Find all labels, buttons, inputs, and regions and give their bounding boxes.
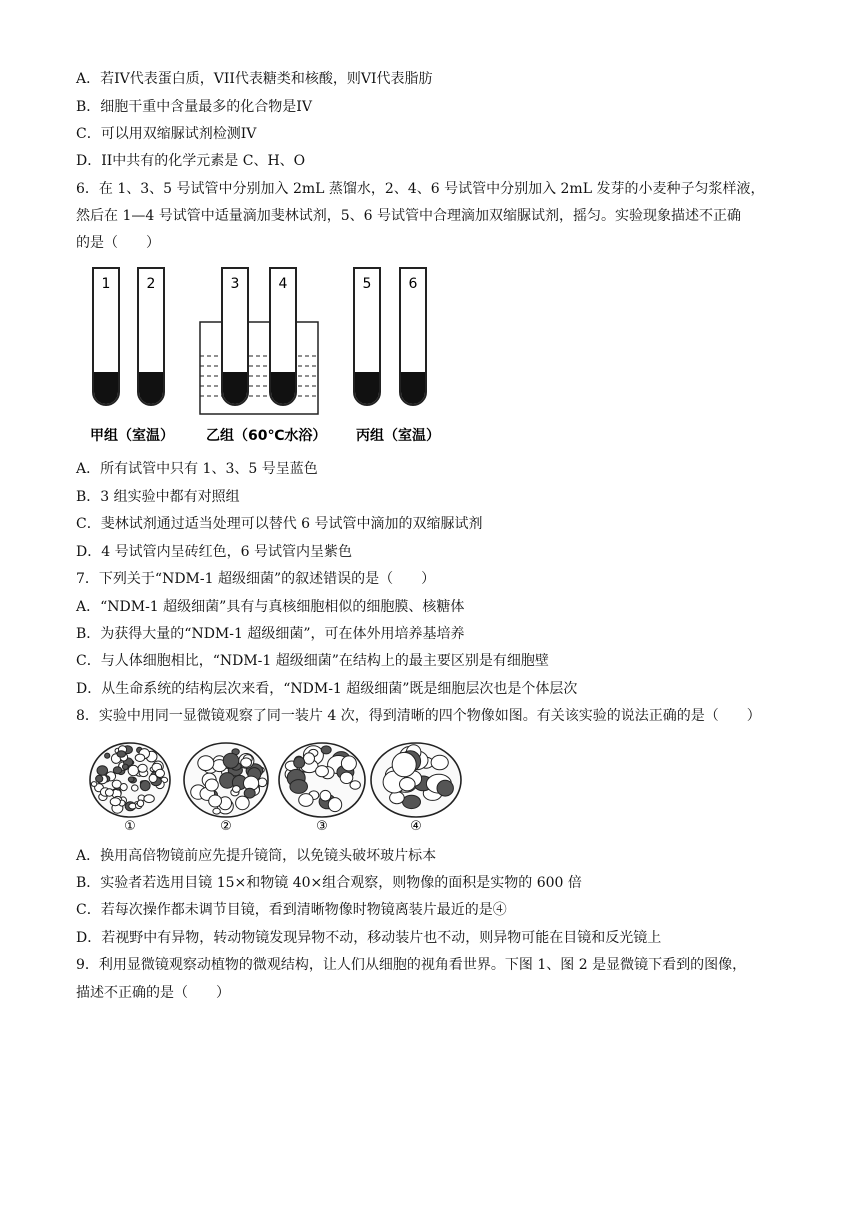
cell: [140, 781, 150, 791]
q7-option-a: A．“NDM-1 超级细菌”具有与真核细胞相似的细胞膜、核糖体: [76, 599, 465, 615]
cell: [122, 764, 128, 769]
cell: [209, 795, 222, 807]
cell: [244, 788, 255, 798]
cell: [390, 792, 405, 804]
cell: [137, 800, 143, 807]
q8-option-c: C．若每次操作都未调节目镜，看到清晰物像时物镜离装片最近的是④: [76, 902, 507, 918]
cell: [105, 789, 113, 796]
cell: [320, 790, 331, 801]
cell: [144, 795, 154, 803]
cell: [236, 796, 250, 810]
q8-option-a: A．换用高倍物镜前应先提升镜筒，以免镜头破坏玻片标本: [76, 848, 437, 864]
field-of-view-2: [184, 743, 268, 817]
q5-option-d: D．II中共有的化学元素是 C、H、O: [76, 153, 306, 169]
group-label-jia: 甲组（室温）: [90, 428, 174, 444]
cell: [113, 767, 121, 774]
q6-option-c: C．斐林试剂通过适当处理可以替代 6 号试管中滴加的双缩脲试剂: [76, 516, 483, 532]
tube-label-2: 2: [146, 276, 156, 292]
cell: [128, 777, 134, 782]
cell: [437, 780, 453, 796]
q9-stem-line-2: 描述不正确的是（ ）: [76, 985, 230, 1001]
cell: [241, 758, 252, 767]
cell: [120, 784, 127, 791]
q5-option-a: A．若IV代表蛋白质，VII代表糖类和核酸，则VI代表脂肪: [76, 71, 433, 87]
cell: [198, 756, 214, 771]
fov-label-3: ③: [316, 819, 328, 834]
tube-1: [93, 268, 119, 405]
q6-stem-line-3: 的是（ ）: [76, 235, 160, 251]
field-of-view-3: [279, 743, 365, 817]
cell: [233, 786, 241, 793]
tube-5: [354, 268, 380, 405]
cell: [392, 752, 416, 776]
cell: [213, 808, 220, 814]
q7-option-c: C．与人体细胞相比，“NDM-1 超级细菌”在结构上的最主要区别是有细胞壁: [76, 653, 549, 669]
cell: [321, 746, 331, 754]
cell: [96, 775, 103, 782]
tube-label-1: 1: [101, 276, 111, 292]
cell: [105, 753, 110, 758]
q7-option-d: D．从生命系统的结构层次来看，“NDM-1 超级细菌”既是细胞层次也是个体层次: [76, 681, 578, 697]
fov-label-1: ①: [124, 819, 136, 834]
q7-option-b: B．为获得大量的“NDM-1 超级细菌”，可在体外用培养基培养: [76, 626, 465, 642]
cell: [400, 778, 416, 791]
cell: [117, 751, 126, 758]
cell: [149, 774, 157, 782]
q7-stem: 7．下列关于“NDM-1 超级细菌”的叙述错误的是（ ）: [76, 571, 436, 587]
cell: [290, 780, 308, 794]
group-label-yi: 乙组（60℃水浴）: [206, 428, 327, 444]
cell: [350, 781, 360, 790]
test-tube-figure: [80, 264, 460, 448]
tube-3: [222, 268, 248, 405]
field-of-view-1: [90, 743, 170, 817]
tube-label-4: 4: [278, 276, 288, 292]
q8-stem: 8．实验中用同一显微镜观察了同一装片 4 次，得到清晰的四个物像如图。有关该实验的说法正确的是（ ）: [76, 708, 761, 724]
cell: [316, 766, 329, 777]
cell: [258, 778, 267, 787]
cell: [431, 755, 448, 770]
cell: [340, 772, 353, 783]
field-of-view-4: [371, 743, 461, 817]
cell: [110, 798, 120, 806]
fov-label-4: ④: [410, 819, 422, 834]
q8-option-b: B．实验者若选用目镜 15×和物镜 40×组合观察，则物像的面积是实物的 600 倍: [76, 875, 582, 891]
cell: [138, 764, 147, 772]
cell: [97, 766, 108, 776]
cell: [341, 756, 356, 771]
q5-option-c: C．可以用双缩脲试剂检测IV: [76, 126, 257, 142]
cell: [132, 785, 139, 791]
group-label-bing: 丙组（室温）: [356, 428, 440, 444]
tube-label-3: 3: [230, 276, 240, 292]
cell: [403, 795, 421, 808]
water-bath: [200, 322, 318, 414]
cell: [128, 765, 138, 775]
q6-option-a: A．所有试管中只有 1、3、5 号呈蓝色: [76, 461, 318, 477]
q6-option-b: B．3 组实验中都有对照组: [76, 489, 240, 505]
q8-option-d: D．若视野中有异物，转动物镜发现异物不动，移动装片也不动，则异物可能在目镜和反光镜上: [76, 930, 662, 946]
cell: [299, 794, 313, 807]
q6-option-d: D．4 号试管内呈砖红色，6 号试管内呈紫色: [76, 544, 352, 560]
q6-stem-line-1: 6．在 1、3、5 号试管中分别加入 2mL 蒸馏水，2、4、6 号试管中分别加入 2mL 发芽的小麦种子匀浆样液，: [76, 181, 765, 197]
cell: [91, 782, 96, 787]
cell: [223, 753, 239, 768]
q5-option-b: B．细胞干重中含量最多的化合物是IV: [76, 99, 312, 115]
microscope-figure: [86, 738, 470, 834]
cell: [294, 757, 305, 768]
cell: [205, 779, 218, 791]
tube-label-5: 5: [362, 276, 372, 292]
q9-stem-line-1: 9．利用显微镜观察动植物的微观结构，让人们从细胞的视角看世界。下图 1、图 2 是显微镜下看到的图像，: [76, 957, 747, 973]
q6-stem-line-2: 然后在 1—4 号试管中适量滴加斐林试剂，5、6 号试管中合理滴加双缩脲试剂，摇匀。实验现象描述不正确: [76, 208, 741, 224]
tube-2: [138, 268, 164, 405]
cell: [135, 754, 145, 761]
cell: [328, 798, 341, 812]
fov-label-2: ②: [220, 819, 232, 834]
tube-4: [270, 268, 296, 405]
tube-6: [400, 268, 426, 405]
tube-label-6: 6: [408, 276, 418, 292]
